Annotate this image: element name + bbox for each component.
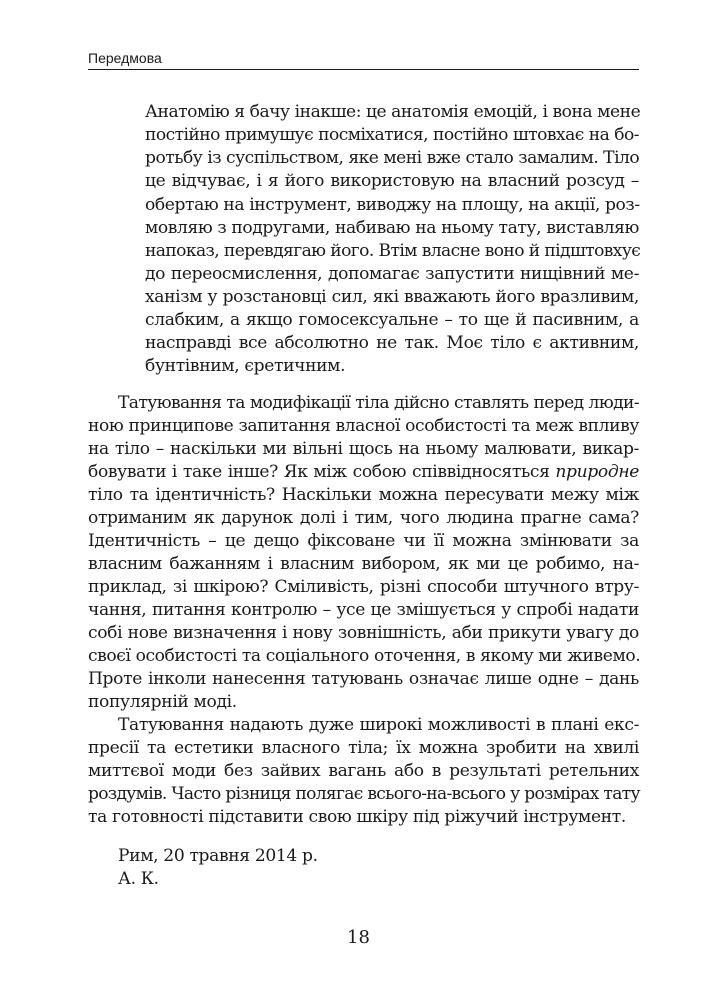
paragraph-line: Татуювання надають дуже широкі можливості в плані екс- (118, 715, 639, 735)
paragraph-line: популярній моді. (88, 692, 237, 712)
quote-line: бунтівним, єретичним. (145, 356, 346, 376)
paragraph-line: роздумів. Часто різниця полягає всього-на-всього у розмірах тату (88, 784, 640, 804)
paragraph-line: Татуювання та модифікації тіла дійсно ставлять перед люди- (118, 393, 639, 413)
quote-line: насправді все абсолютно не так. Моє тіло є активним, (145, 333, 639, 353)
paragraph-line: чання, питання контролю – усе це змішується у спробі надати (88, 600, 639, 620)
quote-line: це відчуває, і я його використовую на власний розсуд – (145, 171, 639, 191)
paragraph-line: миттєвої моди без зайвих вагань або в результаті ретельних (88, 761, 639, 781)
quote-line: постійно примушує посміхатися, постійно штовхає на бо- (145, 125, 639, 145)
author-initials: А. К. (118, 869, 159, 889)
paragraph-line: приклад, зі шкірою? Сміливість, різні способи штучного втру- (88, 577, 639, 597)
quote-line: до переосмислення, допомагає запустити нищівний ме- (145, 264, 639, 284)
quote-line: напоказ, перевдягаю його. Втім власне воно й підштовхує (145, 241, 641, 261)
emphasis-word: природне (555, 462, 639, 482)
paragraph-line: на тіло – наскільки ми вільні щось на ньому малювати, викар- (88, 439, 639, 459)
paragraph-line: собі нове визначення і нову зовнішність, аби прикути увагу до (88, 623, 639, 643)
paragraph-line: пресії та естетики власного тіла; їх можна зробити на хвилі (88, 738, 639, 758)
paragraph-text: бовувати і таке інше? Як між собою співвідносяться (88, 462, 550, 482)
paragraph-line: ною принципове запитання власної особистості та меж впливу (88, 416, 639, 436)
header-rule (88, 69, 639, 70)
page-number: 18 (347, 927, 370, 948)
paragraph-line (88, 461, 639, 483)
paragraph-line: Проте інколи нанесення татуювань означає лише одне – дань (88, 669, 639, 689)
paragraph-line: отриманим як дарунок долі і тим, чого людина прагне сама? (88, 508, 639, 528)
paragraph-line: тіло та ідентичність? Наскільки можна пересувати межу між (88, 485, 639, 505)
running-header: Передмова (88, 50, 162, 66)
quote-line: обертаю на інструмент, виводжу на площу, на акції, роз- (145, 195, 640, 215)
paragraph-line: Ідентичність – це дещо фіксоване чи її можна змінювати за (88, 531, 639, 551)
quote-line: ротьбу із суспільством, яке мені вже стало замалим. Тіло (145, 148, 640, 168)
paragraph-line: власним бажанням і власним вибором, як ми це робимо, на- (88, 554, 639, 574)
paragraph-line: своєї особистості та соціального оточення, в якому ми живемо. (88, 646, 641, 666)
paragraph-line: та готовності підставити свою шкіру під ріжучий інструмент. (88, 807, 626, 827)
place-date: Рим, 20 травня 2014 р. (118, 846, 318, 866)
quote-line: слабким, а якщо гомосексуальне – то ще й пасивним, а (145, 310, 639, 330)
quote-line: ханізм у розстановці сил, які вважають його вразливим, (145, 287, 639, 307)
quote-line: мовляю з подругами, набиваю на ньому тату, виставляю (145, 218, 639, 238)
quote-line: Анатомію я бачу інакше: це анатомія емоцій, і вона мене (145, 102, 641, 122)
